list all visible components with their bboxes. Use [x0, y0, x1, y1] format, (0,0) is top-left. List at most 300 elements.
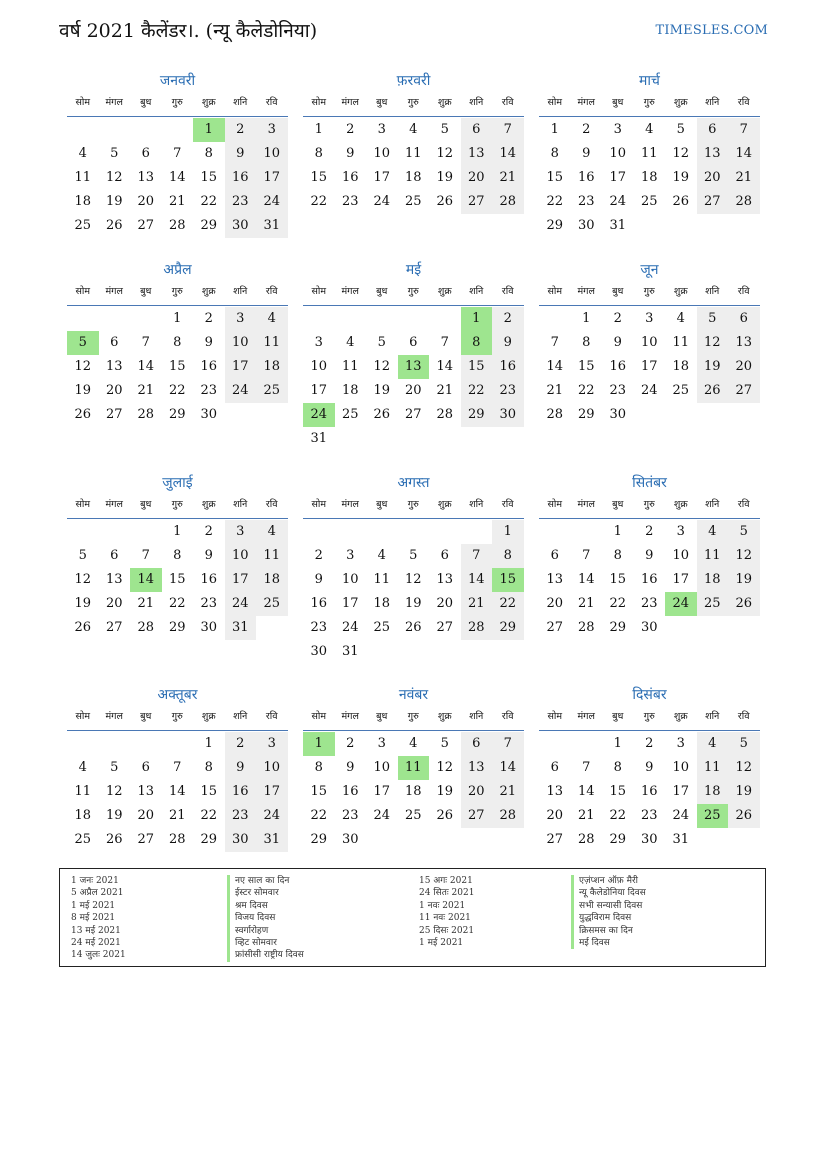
day-cell: 12 — [105, 170, 123, 185]
day-cell: 11 — [404, 146, 422, 161]
legend-holiday-name: सभी सन्यासी दिवस — [571, 900, 646, 912]
day-cell: 29 — [168, 620, 186, 635]
day-cell: 14 — [168, 170, 186, 185]
weekday-label: रवि — [737, 286, 750, 297]
day-cell: 28 — [492, 804, 524, 828]
weekday-label: शनि — [469, 499, 484, 510]
day-cell: 15 — [200, 784, 218, 799]
day-cell: 19 — [74, 596, 92, 611]
day-grid — [67, 307, 288, 427]
weekday-label: शनि — [233, 711, 248, 722]
day-cell: 26 — [74, 620, 92, 635]
day-cell: 4 — [78, 146, 87, 161]
day-cell: 19 — [436, 170, 454, 185]
day-cell: 9 — [225, 142, 257, 166]
day-grid — [539, 520, 760, 640]
day-cell: 21 — [492, 780, 524, 804]
day-cell: 20 — [436, 596, 454, 611]
day-cell: 13 — [728, 331, 760, 355]
weekday-label: रवि — [737, 499, 750, 510]
day-cell: 21 — [546, 383, 564, 398]
month-title: अक्तूबर — [157, 687, 198, 703]
day-cell: 25 — [74, 218, 92, 233]
day-cell: 11 — [697, 756, 729, 780]
day-cell: 6 — [461, 118, 493, 142]
day-cell: 3 — [676, 524, 685, 539]
day-cell: 13 — [105, 572, 123, 587]
day-cell: 16 — [310, 596, 328, 611]
weekday-label: सोम — [547, 711, 563, 722]
empty-cell — [398, 307, 430, 331]
day-cell: 21 — [577, 808, 595, 823]
day-cell: 6 — [550, 548, 559, 563]
empty-cell — [130, 118, 162, 142]
day-cell: 21 — [492, 166, 524, 190]
weekday-label: शुक्र — [673, 711, 688, 722]
day-cell: 23 — [640, 596, 658, 611]
day-cell: 17 — [341, 596, 359, 611]
day-cell: 15 — [461, 355, 493, 379]
weekday-label: गुरु — [171, 499, 183, 510]
day-cell: 31 — [256, 214, 288, 238]
weekday-label: शुक्र — [201, 286, 216, 297]
day-cell: 26 — [672, 194, 690, 209]
day-grid — [67, 732, 288, 852]
day-cell: 24 — [373, 808, 391, 823]
day-cell: 22 — [168, 596, 186, 611]
day-cell: 4 — [645, 122, 654, 137]
holiday-day-cell: 14 — [130, 568, 162, 592]
day-cell: 25 — [256, 592, 288, 616]
day-grid — [539, 732, 760, 852]
day-cell: 28 — [546, 407, 564, 422]
day-cell: 20 — [697, 166, 729, 190]
day-cell: 9 — [204, 548, 213, 563]
day-cell: 5 — [728, 732, 760, 756]
weekday-label: गुरु — [643, 711, 655, 722]
day-cell: 10 — [672, 760, 690, 775]
day-cell: 20 — [404, 383, 422, 398]
legend-holiday-name: एज़ंप्शन ऑफ़ मैरी — [571, 875, 646, 887]
day-cell: 30 — [200, 620, 218, 635]
day-cell: 13 — [461, 756, 493, 780]
day-cell: 6 — [728, 307, 760, 331]
day-cell: 15 — [609, 572, 627, 587]
day-cell: 2 — [346, 736, 355, 751]
day-cell: 1 — [550, 122, 559, 137]
weekday-label: शनि — [233, 97, 248, 108]
day-cell: 14 — [461, 568, 493, 592]
weekday-label: मंगल — [105, 97, 123, 108]
day-cell: 4 — [409, 122, 418, 137]
day-cell: 18 — [256, 355, 288, 379]
weekday-label: सोम — [311, 499, 327, 510]
day-cell: 16 — [577, 170, 595, 185]
holiday-day-cell: 1 — [461, 307, 493, 331]
day-cell: 9 — [346, 146, 355, 161]
day-cell: 11 — [74, 170, 92, 185]
day-cell: 27 — [404, 407, 422, 422]
day-cell: 20 — [137, 808, 155, 823]
day-cell: 8 — [173, 548, 182, 563]
day-cell: 1 — [613, 524, 622, 539]
day-cell: 18 — [256, 568, 288, 592]
weekday-label: रवि — [501, 499, 514, 510]
day-cell: 22 — [546, 194, 564, 209]
weekday-label: रवि — [265, 711, 278, 722]
day-cell: 16 — [200, 572, 218, 587]
day-cell: 17 — [225, 355, 257, 379]
day-cell: 29 — [200, 218, 218, 233]
day-cell: 20 — [105, 596, 123, 611]
day-cell: 20 — [546, 808, 564, 823]
day-cell: 17 — [225, 568, 257, 592]
weekday-label: मंगल — [577, 711, 595, 722]
day-cell: 4 — [377, 548, 386, 563]
day-cell: 27 — [697, 190, 729, 214]
weekday-label: शुक्र — [673, 286, 688, 297]
day-cell: 12 — [74, 359, 92, 374]
day-cell: 10 — [609, 146, 627, 161]
day-cell: 31 — [341, 644, 359, 659]
day-cell: 6 — [110, 548, 119, 563]
day-cell: 22 — [577, 383, 595, 398]
day-cell: 26 — [373, 407, 391, 422]
day-cell: 29 — [546, 218, 564, 233]
day-cell: 31 — [609, 218, 627, 233]
day-cell: 10 — [672, 548, 690, 563]
day-cell: 2 — [613, 311, 622, 326]
day-grid — [303, 307, 524, 451]
day-cell: 9 — [645, 548, 654, 563]
day-cell: 9 — [613, 335, 622, 350]
day-cell: 2 — [645, 736, 654, 751]
day-cell: 8 — [314, 760, 323, 775]
day-cell: 22 — [200, 808, 218, 823]
weekday-label: बुध — [612, 499, 624, 510]
weekday-label: मंगल — [341, 711, 359, 722]
day-cell: 7 — [492, 118, 524, 142]
legend-dates-col-2 — [419, 875, 474, 949]
day-cell: 1 — [492, 520, 524, 544]
empty-cell — [461, 520, 493, 544]
weekday-label: मंगल — [577, 499, 595, 510]
legend-holiday-name: मई दिवस — [571, 937, 646, 949]
weekday-label: बुध — [612, 286, 624, 297]
day-cell: 17 — [672, 572, 690, 587]
day-cell: 21 — [436, 383, 454, 398]
day-cell: 26 — [728, 804, 760, 828]
weekday-label: बुध — [612, 711, 624, 722]
legend-holiday-name: ईस्टर सोमवार — [227, 887, 304, 899]
day-cell: 1 — [173, 311, 182, 326]
day-cell: 17 — [310, 383, 328, 398]
day-cell: 9 — [346, 760, 355, 775]
weekday-label: सोम — [547, 499, 563, 510]
weekday-label: गुरु — [407, 286, 419, 297]
empty-cell — [99, 520, 131, 544]
legend-holiday-name: व्हिट सोमवार — [227, 937, 304, 949]
legend-holiday-name: स्वर्गारोहण — [227, 925, 304, 937]
weekday-label: शनि — [705, 499, 720, 510]
day-cell: 16 — [225, 166, 257, 190]
weekday-label: सोम — [547, 97, 563, 108]
weekday-label: शनि — [233, 286, 248, 297]
day-cell: 25 — [640, 194, 658, 209]
day-cell: 5 — [409, 548, 418, 563]
legend-date: 1 मई 2021 — [71, 900, 116, 911]
day-cell: 26 — [404, 620, 422, 635]
day-cell: 6 — [550, 760, 559, 775]
weekday-header — [303, 706, 524, 731]
month-calendar — [67, 472, 288, 640]
month-title: अगस्त — [397, 475, 430, 491]
day-grid — [303, 732, 524, 852]
day-cell: 17 — [373, 170, 391, 185]
day-cell: 16 — [200, 359, 218, 374]
weekday-header — [67, 92, 288, 117]
day-cell: 2 — [204, 524, 213, 539]
weekday-label: शुक्र — [201, 97, 216, 108]
day-cell: 9 — [314, 572, 323, 587]
day-cell: 19 — [74, 383, 92, 398]
month-calendar — [539, 472, 760, 640]
day-cell: 4 — [676, 311, 685, 326]
day-cell: 31 — [256, 828, 288, 852]
day-cell: 24 — [341, 620, 359, 635]
day-cell: 16 — [492, 355, 524, 379]
weekday-label: सोम — [547, 286, 563, 297]
day-cell: 4 — [256, 307, 288, 331]
legend-date: 15 अगः 2021 — [419, 876, 473, 886]
holiday-day-cell: 24 — [303, 403, 335, 427]
day-cell: 17 — [373, 784, 391, 799]
weekday-header — [67, 494, 288, 519]
weekday-header — [67, 281, 288, 306]
empty-cell — [130, 732, 162, 756]
weekday-header — [303, 92, 524, 117]
day-cell: 6 — [141, 760, 150, 775]
day-cell: 28 — [577, 832, 595, 847]
day-cell: 24 — [225, 379, 257, 403]
day-cell: 20 — [461, 780, 493, 804]
day-cell: 30 — [577, 218, 595, 233]
day-cell: 9 — [582, 146, 591, 161]
empty-cell — [335, 520, 367, 544]
day-cell: 6 — [697, 118, 729, 142]
weekday-header — [539, 494, 760, 519]
day-cell: 21 — [168, 194, 186, 209]
day-cell: 18 — [640, 170, 658, 185]
weekday-label: सोम — [311, 711, 327, 722]
day-cell: 11 — [256, 544, 288, 568]
weekday-label: गुरु — [407, 499, 419, 510]
empty-cell — [67, 307, 99, 331]
legend-holiday-name: फ्रांसीसी राष्ट्रीय दिवस — [227, 949, 304, 961]
weekday-label: रवि — [265, 97, 278, 108]
day-cell: 17 — [256, 166, 288, 190]
weekday-header — [539, 706, 760, 731]
day-cell: 8 — [173, 335, 182, 350]
day-cell: 15 — [609, 784, 627, 799]
day-cell: 12 — [74, 572, 92, 587]
day-cell: 30 — [310, 644, 328, 659]
day-cell: 9 — [645, 760, 654, 775]
day-cell: 21 — [137, 596, 155, 611]
day-cell: 23 — [341, 194, 359, 209]
day-cell: 3 — [676, 736, 685, 751]
day-cell: 23 — [492, 379, 524, 403]
day-cell: 29 — [609, 832, 627, 847]
day-cell: 25 — [404, 194, 422, 209]
day-cell: 26 — [105, 832, 123, 847]
day-cell: 21 — [168, 808, 186, 823]
empty-cell — [99, 732, 131, 756]
day-cell: 14 — [492, 756, 524, 780]
weekday-label: बुध — [376, 286, 388, 297]
day-cell: 27 — [137, 832, 155, 847]
legend-date: 11 नवः 2021 — [419, 913, 471, 924]
day-cell: 17 — [672, 784, 690, 799]
day-grid — [303, 520, 524, 664]
holiday-day-cell: 24 — [665, 592, 697, 616]
day-cell: 5 — [110, 146, 119, 161]
day-cell: 5 — [676, 122, 685, 137]
empty-cell — [429, 307, 461, 331]
weekday-label: सोम — [75, 499, 91, 510]
day-cell: 19 — [404, 596, 422, 611]
month-calendar — [303, 472, 524, 664]
day-cell: 3 — [346, 548, 355, 563]
day-cell: 14 — [436, 359, 454, 374]
day-cell: 13 — [546, 572, 564, 587]
day-cell: 31 — [225, 616, 257, 640]
weekday-label: गुरु — [171, 286, 183, 297]
day-cell: 5 — [440, 122, 449, 137]
day-cell: 15 — [546, 170, 564, 185]
day-cell: 13 — [546, 784, 564, 799]
weekday-label: शनि — [469, 711, 484, 722]
weekday-label: शुक्र — [673, 499, 688, 510]
weekday-header — [539, 92, 760, 117]
day-cell: 29 — [310, 832, 328, 847]
weekday-label: शनि — [469, 97, 484, 108]
day-cell: 4 — [346, 335, 355, 350]
weekday-label: मंगल — [577, 97, 595, 108]
day-cell: 20 — [546, 596, 564, 611]
empty-cell — [539, 307, 571, 331]
day-cell: 16 — [341, 170, 359, 185]
day-cell: 14 — [577, 572, 595, 587]
day-cell: 14 — [577, 784, 595, 799]
month-calendar — [303, 259, 524, 451]
day-cell: 23 — [225, 804, 257, 828]
day-cell: 3 — [314, 335, 323, 350]
day-cell: 1 — [204, 736, 213, 751]
day-cell: 14 — [728, 142, 760, 166]
day-cell: 30 — [225, 214, 257, 238]
empty-cell — [162, 732, 194, 756]
weekday-label: रवि — [265, 499, 278, 510]
empty-cell — [303, 520, 335, 544]
day-cell: 9 — [225, 756, 257, 780]
day-cell: 27 — [461, 190, 493, 214]
empty-cell — [539, 520, 571, 544]
empty-cell — [571, 732, 603, 756]
day-cell: 27 — [728, 379, 760, 403]
weekday-label: मंगल — [341, 286, 359, 297]
day-cell: 11 — [256, 331, 288, 355]
day-cell: 18 — [373, 596, 391, 611]
day-cell: 8 — [204, 146, 213, 161]
day-cell: 3 — [645, 311, 654, 326]
weekday-label: गुरु — [407, 97, 419, 108]
day-cell: 22 — [310, 808, 328, 823]
day-cell: 26 — [697, 379, 729, 403]
day-cell: 6 — [141, 146, 150, 161]
day-cell: 14 — [137, 359, 155, 374]
day-cell: 10 — [373, 760, 391, 775]
day-cell: 28 — [492, 190, 524, 214]
weekday-label: रवि — [737, 711, 750, 722]
day-cell: 16 — [640, 784, 658, 799]
empty-cell — [303, 307, 335, 331]
day-cell: 25 — [256, 379, 288, 403]
day-cell: 3 — [225, 307, 257, 331]
day-cell: 4 — [78, 760, 87, 775]
day-cell: 2 — [225, 118, 257, 142]
site-link[interactable]: TIMESLES.COM — [655, 23, 768, 38]
day-cell: 7 — [141, 548, 150, 563]
day-cell: 30 — [200, 407, 218, 422]
day-cell: 28 — [137, 407, 155, 422]
day-cell: 2 — [204, 311, 213, 326]
day-cell: 13 — [105, 359, 123, 374]
day-grid — [539, 118, 760, 238]
weekday-label: शनि — [469, 286, 484, 297]
day-cell: 13 — [436, 572, 454, 587]
empty-cell — [162, 118, 194, 142]
month-calendar — [67, 70, 288, 238]
day-cell: 12 — [436, 146, 454, 161]
day-cell: 23 — [310, 620, 328, 635]
weekday-label: सोम — [75, 286, 91, 297]
day-cell: 24 — [256, 804, 288, 828]
weekday-label: गुरु — [171, 711, 183, 722]
day-cell: 21 — [137, 383, 155, 398]
day-cell: 18 — [341, 383, 359, 398]
weekday-header — [303, 494, 524, 519]
day-cell: 8 — [492, 544, 524, 568]
day-cell: 13 — [137, 784, 155, 799]
day-cell: 15 — [577, 359, 595, 374]
day-cell: 4 — [697, 520, 729, 544]
day-cell: 6 — [110, 335, 119, 350]
weekday-label: शुक्र — [673, 97, 688, 108]
day-cell: 21 — [577, 596, 595, 611]
day-cell: 18 — [404, 170, 422, 185]
holiday-day-cell: 25 — [697, 804, 729, 828]
holiday-legend — [59, 868, 766, 967]
day-cell: 3 — [377, 122, 386, 137]
day-cell: 3 — [225, 520, 257, 544]
day-cell: 22 — [609, 596, 627, 611]
weekday-label: शनि — [705, 97, 720, 108]
day-cell: 23 — [577, 194, 595, 209]
day-cell: 24 — [373, 194, 391, 209]
day-cell: 7 — [461, 544, 493, 568]
day-cell: 29 — [200, 832, 218, 847]
